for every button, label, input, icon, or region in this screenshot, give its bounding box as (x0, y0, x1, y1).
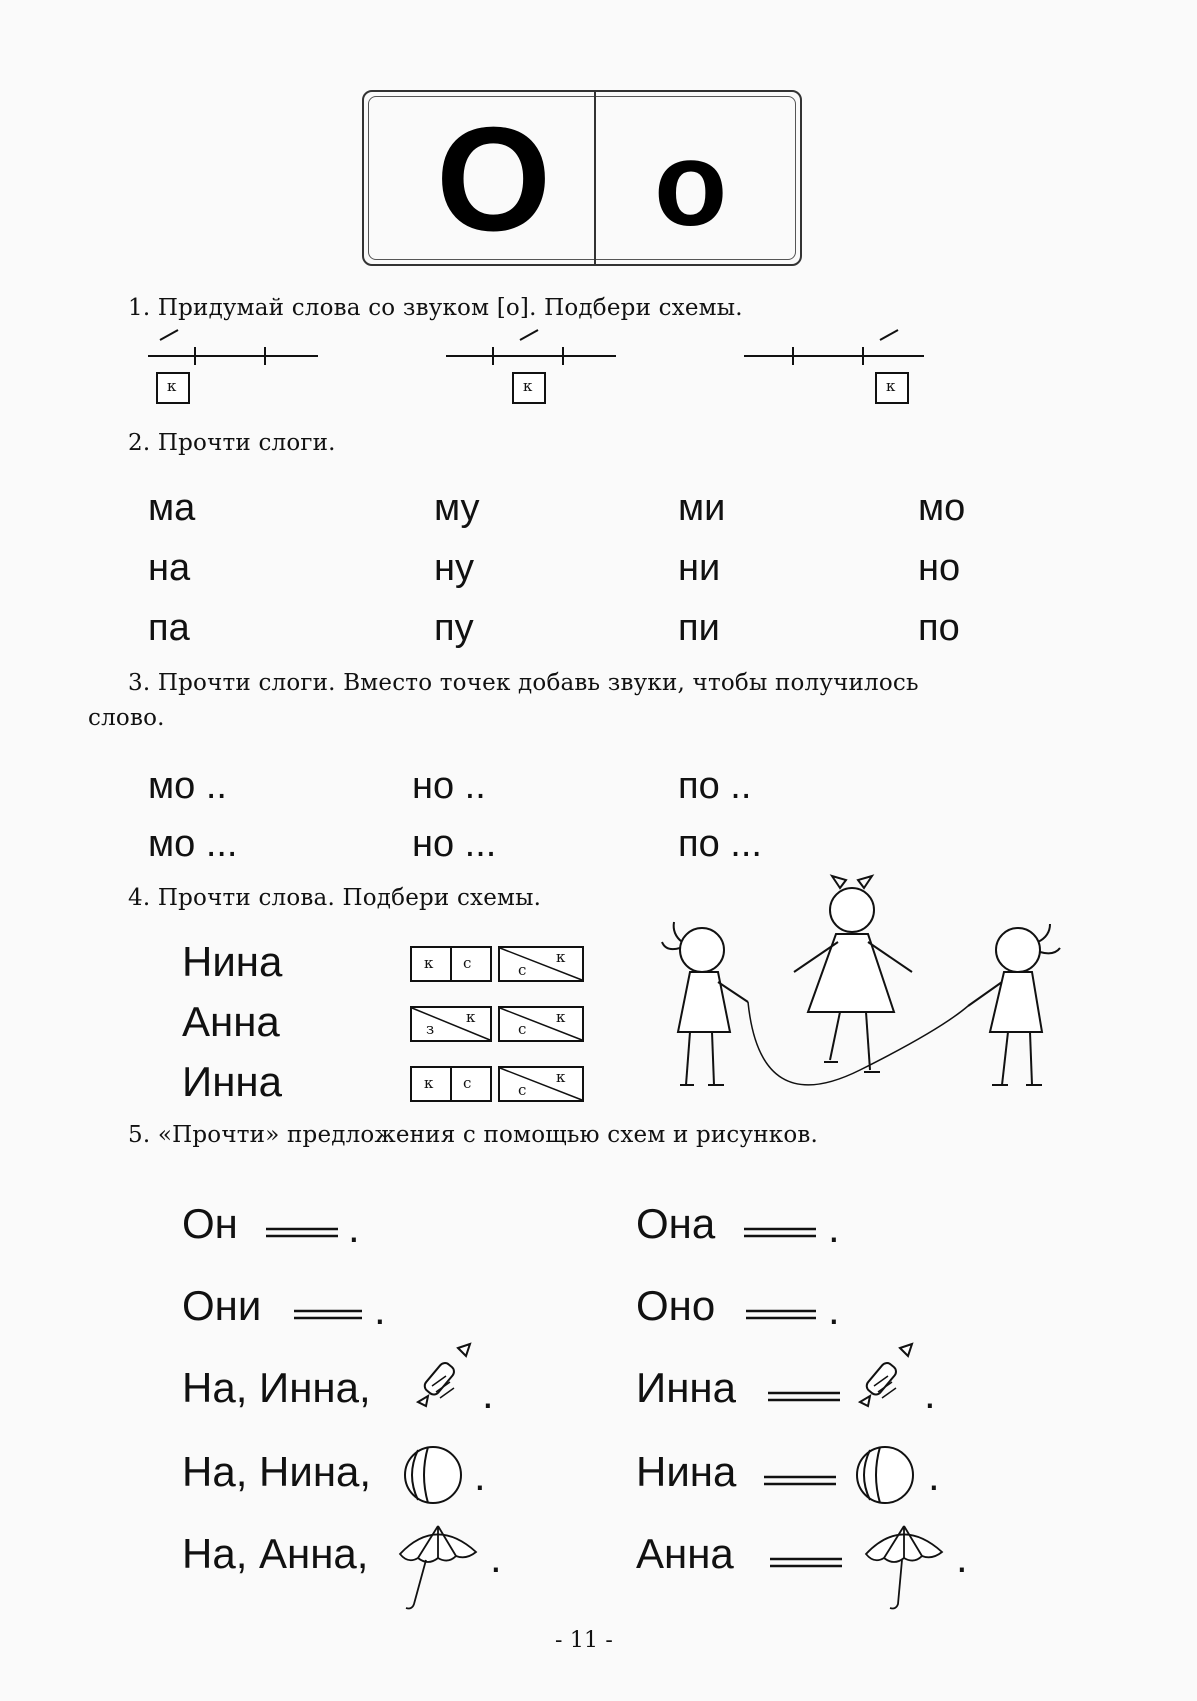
ball-icon (852, 1442, 918, 1508)
small-letter-o: о (654, 117, 728, 251)
syllable: ми (678, 487, 726, 529)
syllable: па (148, 607, 190, 649)
task5-heading: 5. «Прочти» предложения с помощью схем и рисунков. (128, 1122, 819, 1148)
sound-scheme-right: с к (498, 946, 584, 982)
syllable: мо (918, 487, 966, 529)
syllable: по (918, 607, 960, 649)
sentence-word: Она (636, 1200, 716, 1247)
sentence-period: . (374, 1286, 386, 1333)
sentence-word: Инна (636, 1364, 736, 1411)
syllable-with-dots: мо ... (148, 823, 238, 865)
task1-heading: 1. Придумай слова со звуком [о]. Подбери схемы. (128, 295, 743, 321)
task1-box-2: к (512, 372, 546, 404)
sound-scheme-right: с к (498, 1006, 584, 1042)
syllable-with-dots: по ... (678, 823, 762, 865)
sentence-word: Анна (636, 1530, 734, 1577)
syllable: ну (434, 547, 474, 589)
syllable: на (148, 547, 191, 589)
syllable: ма (148, 487, 196, 529)
sentence-period: . (956, 1534, 968, 1581)
syllable-with-dots: мо .. (148, 765, 227, 807)
task1-box-3: к (875, 372, 909, 404)
sentence-word: На, Инна, (182, 1364, 371, 1411)
task3-heading-line2: слово. (88, 705, 165, 731)
sentence-period: . (474, 1452, 486, 1499)
sentence-period: . (490, 1534, 502, 1581)
word: Инна (182, 1058, 282, 1105)
sentence-period: . (828, 1204, 840, 1251)
sound-scheme-left: к с (410, 946, 492, 982)
sentence-period: . (482, 1370, 494, 1417)
word: Нина (182, 938, 283, 985)
sentence-word: На, Нина, (182, 1448, 372, 1495)
syllable: пи (678, 607, 720, 649)
sound-scheme-right: с к (498, 1066, 584, 1102)
syllable: ни (678, 547, 721, 589)
syllable-with-dots: по .. (678, 765, 752, 807)
umbrella-icon (396, 1520, 480, 1612)
sentence-word: Нина (636, 1448, 737, 1495)
sentence-word: На, Анна, (182, 1530, 369, 1577)
umbrella-icon (862, 1520, 946, 1612)
sentence-word: Они (182, 1282, 262, 1329)
sentence-period: . (828, 1286, 840, 1333)
sentence-period: . (924, 1370, 936, 1417)
syllable-with-dots: но ... (412, 823, 497, 865)
task2-heading: 2. Прочти слоги. (128, 430, 336, 456)
sentence-word: Он (182, 1200, 238, 1247)
sentence-period: . (928, 1452, 940, 1499)
task3-heading-line1: 3. Прочти слоги. Вместо точек добавь звуки, чтобы получилось (128, 670, 919, 696)
syllable: му (434, 487, 480, 529)
sound-scheme-left: з к (410, 1006, 492, 1042)
page-number: - 11 - (555, 1628, 614, 1653)
syllable-with-dots: но .. (412, 765, 486, 807)
sentence-word: Оно (636, 1282, 716, 1329)
candy-icon (854, 1340, 920, 1410)
syllable: пу (434, 607, 474, 649)
capital-letter-o: О (436, 97, 552, 262)
ball-icon (400, 1442, 466, 1508)
task1-box-1: к (156, 372, 190, 404)
candy-icon (412, 1340, 478, 1410)
word: Анна (182, 998, 280, 1045)
sound-scheme-left: к с (410, 1066, 492, 1102)
task4-heading: 4. Прочти слова. Подбери схемы. (128, 885, 542, 911)
sentence-period: . (348, 1204, 360, 1251)
syllable: но (918, 547, 961, 589)
